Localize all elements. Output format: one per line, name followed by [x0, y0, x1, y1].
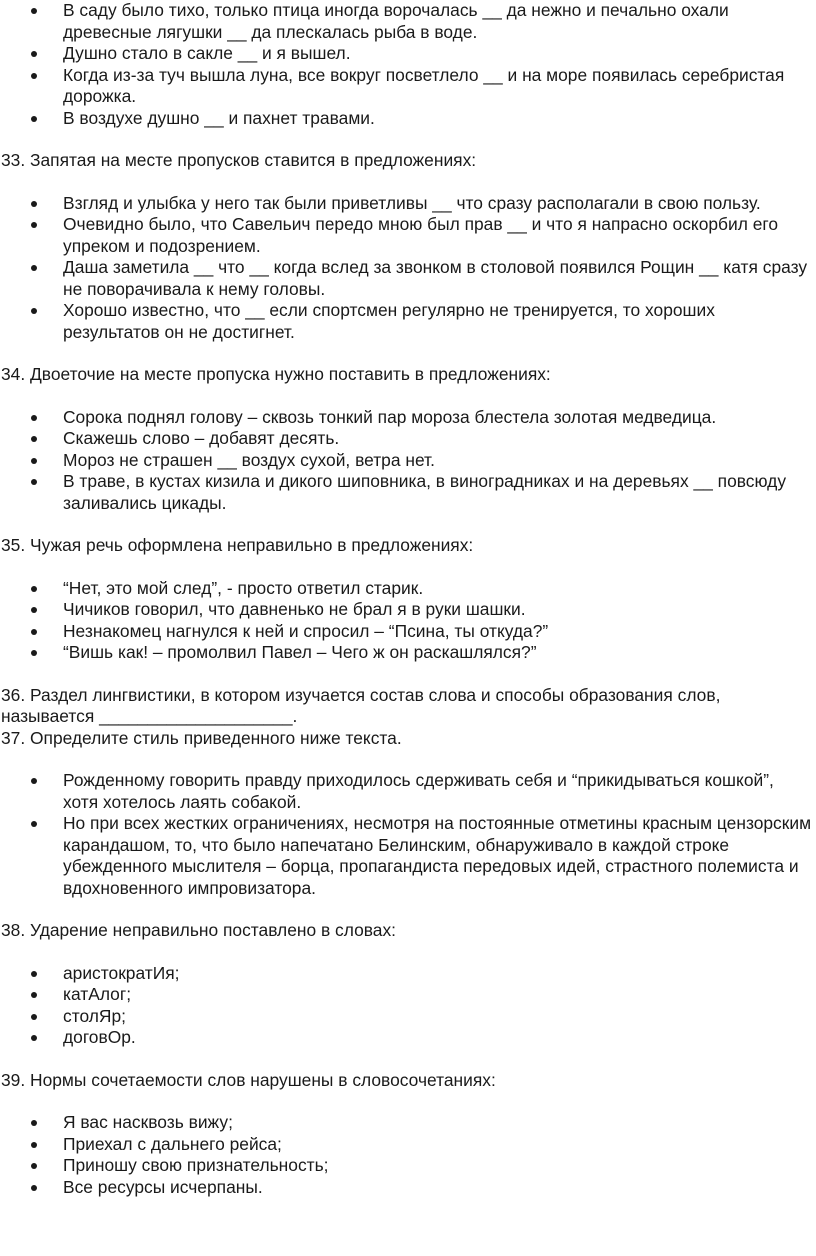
bullet-icon	[31, 116, 37, 122]
question-35: 35. Чужая речь оформлена неправильно в предложениях:	[1, 535, 474, 555]
list-item-text: договОр.	[63, 1027, 136, 1047]
bullet-icon	[31, 586, 37, 592]
question-34: 34. Двоеточие на месте пропуска нужно поставить в предложениях:	[1, 364, 551, 384]
list-item-text: Но при всех жестких ограничениях, несмотря на постоянные отметины красным цензорским карандашом, то, что было напечатано Белинским, обнаруживало в каждой строке убежденного мыслителя – борца, пропагандиста передовых идей, страстного полемиста и вдохновенного импровизатора.	[63, 813, 812, 898]
list-item-text: Душно стало в сакле __ и я вышел.	[63, 43, 351, 63]
bullet-icon	[31, 1035, 37, 1041]
bullet-icon	[31, 265, 37, 271]
question-34-options	[0, 407, 816, 515]
bullet-icon	[31, 1120, 37, 1126]
list-item	[0, 471, 816, 514]
list-item	[0, 621, 816, 643]
bullet-icon	[31, 222, 37, 228]
bullet-icon	[31, 479, 37, 485]
list-item	[0, 407, 816, 429]
question-38: 38. Ударение неправильно поставлено в словах:	[1, 920, 396, 940]
list-item	[0, 642, 816, 664]
list-item-text: Когда из-за туч вышла луна, все вокруг посветлело __ и на море появилась серебристая дорожка.	[63, 64, 785, 106]
list-item	[0, 65, 816, 108]
list-item	[0, 300, 816, 343]
list-item	[0, 963, 816, 985]
question-37-options	[0, 770, 816, 899]
list-item-text: Незнакомец нагнулся к ней и спросил – “Псина, ты откуда?”	[63, 620, 549, 641]
list-item	[0, 1006, 816, 1028]
list-item-text: Я вас насквозь вижу;	[63, 1112, 233, 1132]
list-item-text: Мороз не страшен __ воздух сухой, ветра нет.	[63, 449, 435, 470]
list-item	[0, 108, 816, 130]
bullet-icon	[31, 629, 37, 635]
list-item-text: катАлог;	[63, 984, 132, 1004]
bullet-icon	[31, 8, 37, 14]
list-item	[0, 193, 816, 215]
list-item	[0, 578, 816, 600]
question-35-options	[0, 578, 816, 664]
list-item-text: Взгляд и улыбка у него так были приветливы __ что сразу располагали в свою пользу.	[63, 192, 761, 213]
bullet-icon	[31, 607, 37, 613]
list-item-text: Скажешь слово – добавят десять.	[63, 428, 340, 448]
list-item-text: Хорошо известно, что __ если спортсмен регулярно не тренируется, то хороших результатов он не достигнет.	[63, 300, 715, 342]
bullet-icon	[31, 308, 37, 314]
list-item	[0, 1027, 816, 1049]
list-item	[0, 257, 816, 300]
list-item-text: Сорока поднял голову – сквозь тонкий пар мороза блестела золотая медведица.	[63, 406, 717, 427]
bullet-icon	[31, 992, 37, 998]
list-item	[0, 770, 816, 813]
bullet-icon	[31, 778, 37, 784]
bullet-icon	[31, 51, 37, 57]
list-item	[0, 1155, 816, 1177]
list-item	[0, 43, 816, 65]
bullet-icon	[31, 650, 37, 656]
bullet-icon	[31, 436, 37, 442]
bullet-icon	[31, 1014, 37, 1020]
list-item-text: “Вишь как! – промолвил Павел – Чего ж он раскашлялся?”	[63, 642, 537, 662]
list-item-text: Все ресурсы исчерпаны.	[63, 1176, 263, 1197]
question-38-options	[0, 963, 816, 1049]
bullet-icon	[31, 201, 37, 207]
bullet-icon	[31, 1163, 37, 1169]
bullet-icon	[31, 1185, 37, 1191]
list-item-text: В саду было тихо, только птица иногда ворочалась __ да нежно и печально охали древесные лягушки __ да плескалась рыба в воде.	[63, 0, 729, 42]
bullet-icon	[31, 415, 37, 421]
question-33: 33. Запятая на месте пропусков ставится в предложениях:	[1, 150, 477, 170]
list-item-text: аристократИя;	[63, 962, 180, 983]
bullet-icon	[31, 73, 37, 79]
list-item-text: Приехал с дальнего рейса;	[63, 1133, 282, 1154]
list-item-text: “Нет, это мой след”, - просто ответил старик.	[63, 577, 424, 598]
list-item	[0, 214, 816, 257]
list-item	[0, 813, 816, 899]
bullet-icon	[31, 821, 37, 827]
list-item	[0, 450, 816, 472]
list-item	[0, 0, 816, 43]
list-item	[0, 984, 816, 1006]
list-item-text: Приношу свою признательность;	[63, 1155, 329, 1175]
list-item-text: В воздухе душно __ и пахнет травами.	[63, 107, 375, 128]
bullet-icon	[31, 1142, 37, 1148]
list-item	[0, 1177, 816, 1199]
list-item-text: Даша заметила __ что __ когда вслед за звонком в столовой появился Рощин __ катя сразу не поворачивала к нему головы.	[63, 257, 808, 299]
question-39-options	[0, 1112, 816, 1198]
question-33-options	[0, 193, 816, 344]
bullet-icon	[31, 971, 37, 977]
question-39: 39. Нормы сочетаемости слов нарушены в словосочетаниях:	[1, 1069, 496, 1090]
question-36: 36. Раздел лингвистики, в котором изучается состав слова и способы образования слов, называется ____________________.	[1, 684, 721, 726]
list-item	[0, 428, 816, 450]
list-item-text: столЯр;	[63, 1005, 126, 1026]
list-item-text: В траве, в кустах кизила и дикого шиповника, в виноградниках и на деревьях __ повсюду заливались цикады.	[63, 471, 787, 513]
list-item	[0, 1134, 816, 1156]
list-item-text: Рожденному говорить правду приходилось сдерживать себя и “прикидываться кошкой”, хотя хотелось лаять собакой.	[63, 770, 774, 812]
question-37: 37. Определите стиль приведенного ниже текста.	[1, 727, 402, 748]
list-item	[0, 599, 816, 621]
list-item-text: Чичиков говорил, что давненько не брал я в руки шашки.	[63, 599, 526, 619]
list-item-text: Очевидно было, что Савельич передо мною был прав __ и что я напрасно оскорбил его упреком и подозрением.	[63, 214, 779, 256]
bullet-icon	[31, 458, 37, 464]
list-item	[0, 1112, 816, 1134]
top-list	[0, 0, 816, 129]
